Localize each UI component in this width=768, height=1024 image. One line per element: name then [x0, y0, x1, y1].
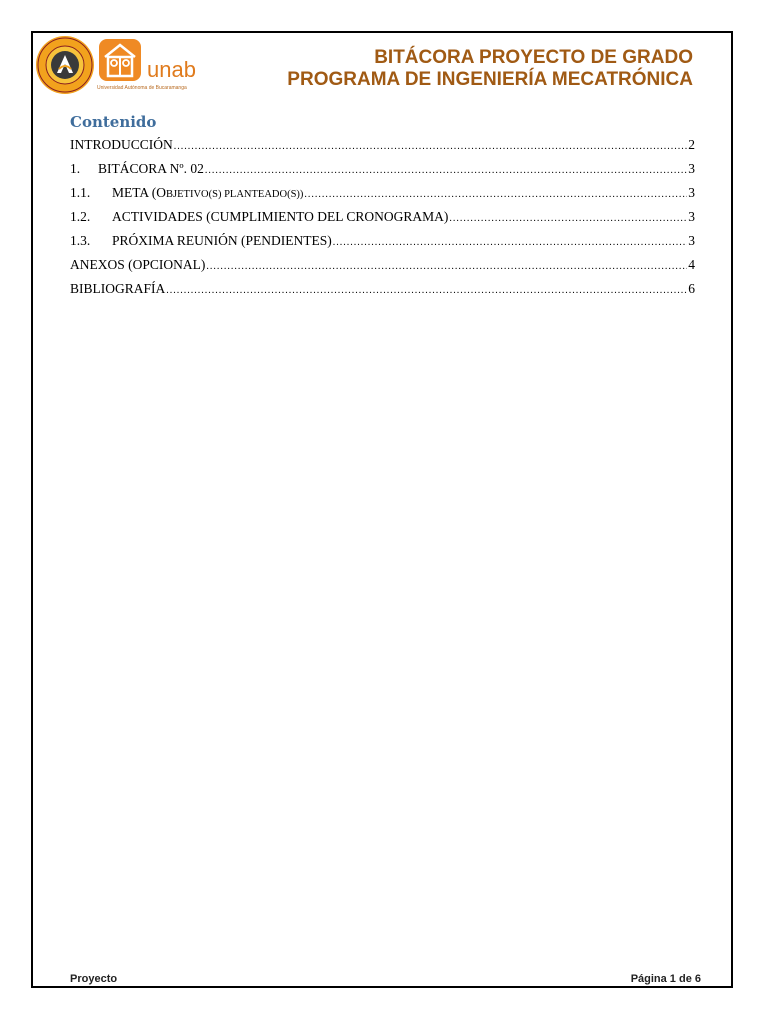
- toc-entry-label: BIBLIOGRAFÍA: [70, 281, 166, 296]
- toc-leader-dots: [166, 279, 687, 303]
- toc-entry-page: 3: [688, 233, 695, 248]
- toc-entry-label-main: META (O: [112, 185, 167, 200]
- toc-leader-dots: [206, 255, 687, 279]
- footer-page-number: Página 1 de 6: [630, 973, 701, 985]
- toc-entry-number: 1.3.: [70, 233, 91, 248]
- title-line-1: BITÁCORA PROYECTO DE GRADO: [374, 47, 693, 68]
- unab-wordmark: unab: [147, 57, 196, 82]
- unab-subtitle: Universidad Autónoma de Bucaramanga: [97, 85, 187, 91]
- toc-leader-dots: [304, 183, 687, 207]
- toc-entry-number: 1.: [70, 161, 81, 176]
- toc-entry-bitacora[interactable]: [70, 157, 695, 181]
- footer-left-text: Proyecto: [70, 973, 118, 985]
- toc-entry-page: 2: [688, 137, 695, 152]
- toc-entry-page: 6: [688, 281, 695, 296]
- toc-heading: Contenido: [70, 113, 157, 131]
- toc-entry-label: INTRODUCCIÓN: [70, 137, 173, 152]
- toc-leader-dots: [174, 135, 688, 159]
- toc-entry-page: 3: [688, 161, 695, 176]
- table-of-contents: [70, 113, 695, 301]
- toc-entry-label-smallcaps: BJETIVO(S) PLANTEADO(S)): [166, 189, 304, 200]
- document-title: [287, 47, 693, 91]
- unab-logo: [97, 37, 227, 95]
- toc-entry-page: 3: [688, 185, 695, 200]
- accreditation-seal-logo: [35, 35, 95, 95]
- toc-entry-page: 4: [688, 257, 695, 272]
- toc-entry-bibliografia[interactable]: [70, 277, 695, 301]
- toc-entry-actividades[interactable]: [70, 205, 695, 229]
- toc-entry-introduccion[interactable]: [70, 133, 695, 157]
- toc-leader-dots: [449, 207, 687, 231]
- toc-entry-label: BITÁCORA Nº. 02: [98, 161, 204, 176]
- toc-entry-label: ANEXOS (OPCIONAL): [70, 257, 206, 272]
- toc-entry-number: 1.1.: [70, 185, 91, 200]
- toc-entry-label: ACTIVIDADES (CUMPLIMIENTO DEL CRONOGRAMA): [112, 209, 449, 224]
- title-line-2: PROGRAMA DE INGENIERÍA MECATRÓNICA: [287, 69, 693, 90]
- toc-leader-dots: [205, 159, 687, 183]
- page-frame: [31, 31, 733, 988]
- toc-entry-anexos[interactable]: [70, 253, 695, 277]
- toc-leader-dots: [333, 231, 688, 255]
- toc-entry-meta[interactable]: [70, 181, 695, 205]
- toc-entry-label: [112, 181, 303, 207]
- page-footer: [70, 973, 701, 985]
- toc-entry-number: 1.2.: [70, 209, 91, 224]
- toc-entry-label: PRÓXIMA REUNIÓN (PENDIENTES): [112, 233, 332, 248]
- toc-entry-page: 3: [688, 209, 695, 224]
- page-header: [33, 33, 731, 105]
- unab-building-icon: [97, 37, 143, 83]
- toc-entry-proxima-reunion[interactable]: [70, 229, 695, 253]
